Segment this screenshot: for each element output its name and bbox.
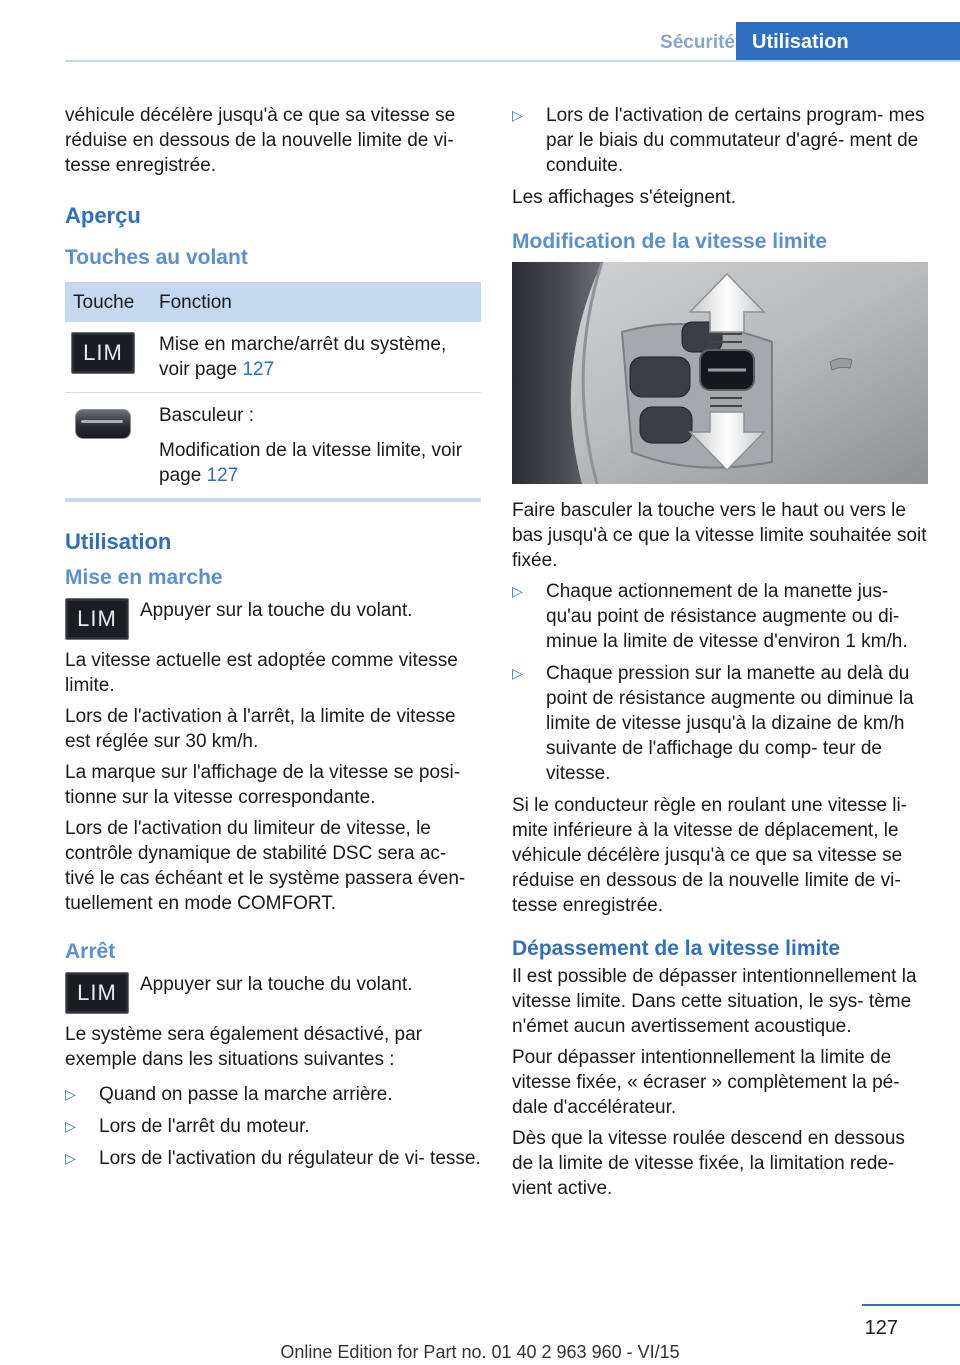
table-row [65, 322, 481, 393]
list-item: ▷ Lors de l'activation du régulateur de vi‐ tesse. [65, 1148, 481, 1169]
table-row [65, 393, 481, 501]
buttons-table [65, 282, 481, 502]
page-number: 127 [864, 1317, 898, 1339]
triangle-bullet-icon: ▷ [65, 1086, 76, 1102]
intro-paragraph: véhicule décélère jusqu'à ce que sa vitesse se réduise en dessous de la nouvelle limite de vi‐ tesse enregistrée. [65, 105, 456, 176]
list-item: ▷ Quand on passe la marche arrière. [65, 1084, 393, 1105]
row2-line2: Modification de la vitesse limite, voir page [159, 440, 463, 486]
page-link-127[interactable]: 127 [242, 359, 275, 380]
header-rule [65, 60, 960, 62]
left-column [65, 103, 481, 1178]
col-header-fonction: Fonction [151, 282, 481, 322]
triangle-bullet-icon: ▷ [512, 583, 523, 599]
paragraph: Le système sera également désactivé, par exemple dans les situations suivantes : [65, 1024, 422, 1070]
section-tab-securite[interactable]: Sécurité [660, 32, 735, 53]
footer-rule [862, 1304, 960, 1306]
right-column [512, 103, 928, 1207]
table-cell-function [151, 322, 481, 393]
list-item: ▷ Lors de l'activation de certains program‐ mes par le biais du commutateur d'agré‐ ment de conduite. [512, 105, 925, 176]
paragraph: Il est possible de dépasser intentionnellement la vitesse limite. Dans cette situation, le sys‐ tème n'émet aucun avertissement acoustique. [512, 966, 917, 1037]
page-header [0, 0, 960, 62]
list-item: ▷ Chaque actionnement de la manette jus‐ qu'au point de résistance augmente ou di‐ minue la limite de vitesse d'environ 1 km/h. [512, 581, 908, 652]
deactivation-list [65, 1082, 481, 1171]
paragraph: Pour dépasser intentionnellement la limite de vitesse fixée, « écraser » complètement la pé‐ dale d'accélérateur. [512, 1047, 900, 1118]
press-instruction-off [65, 970, 481, 1014]
col-header-touche: Touche [65, 282, 151, 322]
paragraph: Dès que la vitesse roulée descend en dessous de la limite de vitesse fixée, la limitation rede‐ vient active. [512, 1128, 905, 1199]
triangle-bullet-icon: ▷ [512, 107, 523, 123]
paragraph: Lors de l'activation du limiteur de vitesse, le contrôle dynamique de stabilité DSC sera ac‐ tivé le cas échéant et le système passera éven‐ tuellement en mode COMFORT. [65, 818, 466, 914]
table-cell-function [151, 393, 481, 501]
paragraph: La vitesse actuelle est adoptée comme vitesse limite. [65, 650, 458, 696]
row2-line1: Basculeur : [159, 405, 255, 426]
lim-button-icon: LIM [65, 972, 129, 1014]
triangle-bullet-icon: ▷ [512, 665, 523, 681]
heading-arret: Arrêt [65, 940, 116, 963]
heading-modification-vitesse-limite: Modification de la vitesse limite [512, 230, 828, 253]
list-item: ▷ Lors de l'arrêt du moteur. [65, 1116, 310, 1137]
steering-wheel-rocker-photo [512, 262, 928, 484]
edition-footer: Online Edition for Part no. 01 40 2 963 960 - VI/15 [280, 1342, 680, 1362]
paragraph: Les affichages s'éteignent. [512, 187, 737, 208]
heading-touches-au-volant: Touches au volant [65, 246, 248, 269]
heading-depassement-vitesse-limite: Dépassement de la vitesse limite [512, 937, 840, 960]
adjustment-list [512, 579, 928, 786]
lim-button-icon: LIM [71, 332, 135, 374]
table-cell-icon [65, 322, 151, 393]
section-tab-utilisation[interactable]: Utilisation [736, 22, 960, 62]
press-text: Appuyer sur la touche du volant. [140, 600, 413, 621]
paragraph: Lors de l'activation à l'arrêt, la limite de vitesse est réglée sur 30 km/h. [65, 706, 456, 752]
triangle-bullet-icon: ▷ [65, 1118, 76, 1134]
paragraph: Faire basculer la touche vers le haut ou vers le bas jusqu'à ce que la vitesse limite souhaitée soit fixée. [512, 500, 927, 571]
rocker-switch-icon [71, 403, 133, 443]
lim-button-icon: LIM [65, 598, 129, 640]
heading-utilisation: Utilisation [65, 529, 172, 554]
steering-wheel-illustration [512, 262, 928, 484]
paragraph: La marque sur l'affichage de la vitesse se posi‐ tionne sur la vitesse correspondante. [65, 762, 461, 808]
heading-apercu: Aperçu [65, 203, 141, 228]
press-text: Appuyer sur la touche du volant. [140, 974, 413, 995]
press-instruction-on [65, 596, 481, 640]
triangle-bullet-icon: ▷ [65, 1150, 76, 1166]
table-header-row [65, 282, 481, 322]
paragraph: Si le conducteur règle en roulant une vitesse li‐ mite inférieure à la vitesse de déplacement, le véhicule décélère jusqu'à ce que sa vitesse se réduise en dessous de la nouvelle limite de vi‐ tesse enregistrée. [512, 795, 908, 916]
page-link-127[interactable]: 127 [206, 465, 239, 486]
list-item: ▷ Chaque pression sur la manette au delà du point de résistance augmente ou diminue la limite de vitesse jusqu'à la dizaine de km/h suivante de l'affichage du comp‐ teur de vitesse. [512, 663, 914, 784]
heading-mise-en-marche: Mise en marche [65, 566, 223, 589]
table-cell-icon [65, 393, 151, 501]
continued-list [512, 103, 928, 178]
row1-text: Mise en marche/arrêt du système, voir page [159, 334, 447, 380]
